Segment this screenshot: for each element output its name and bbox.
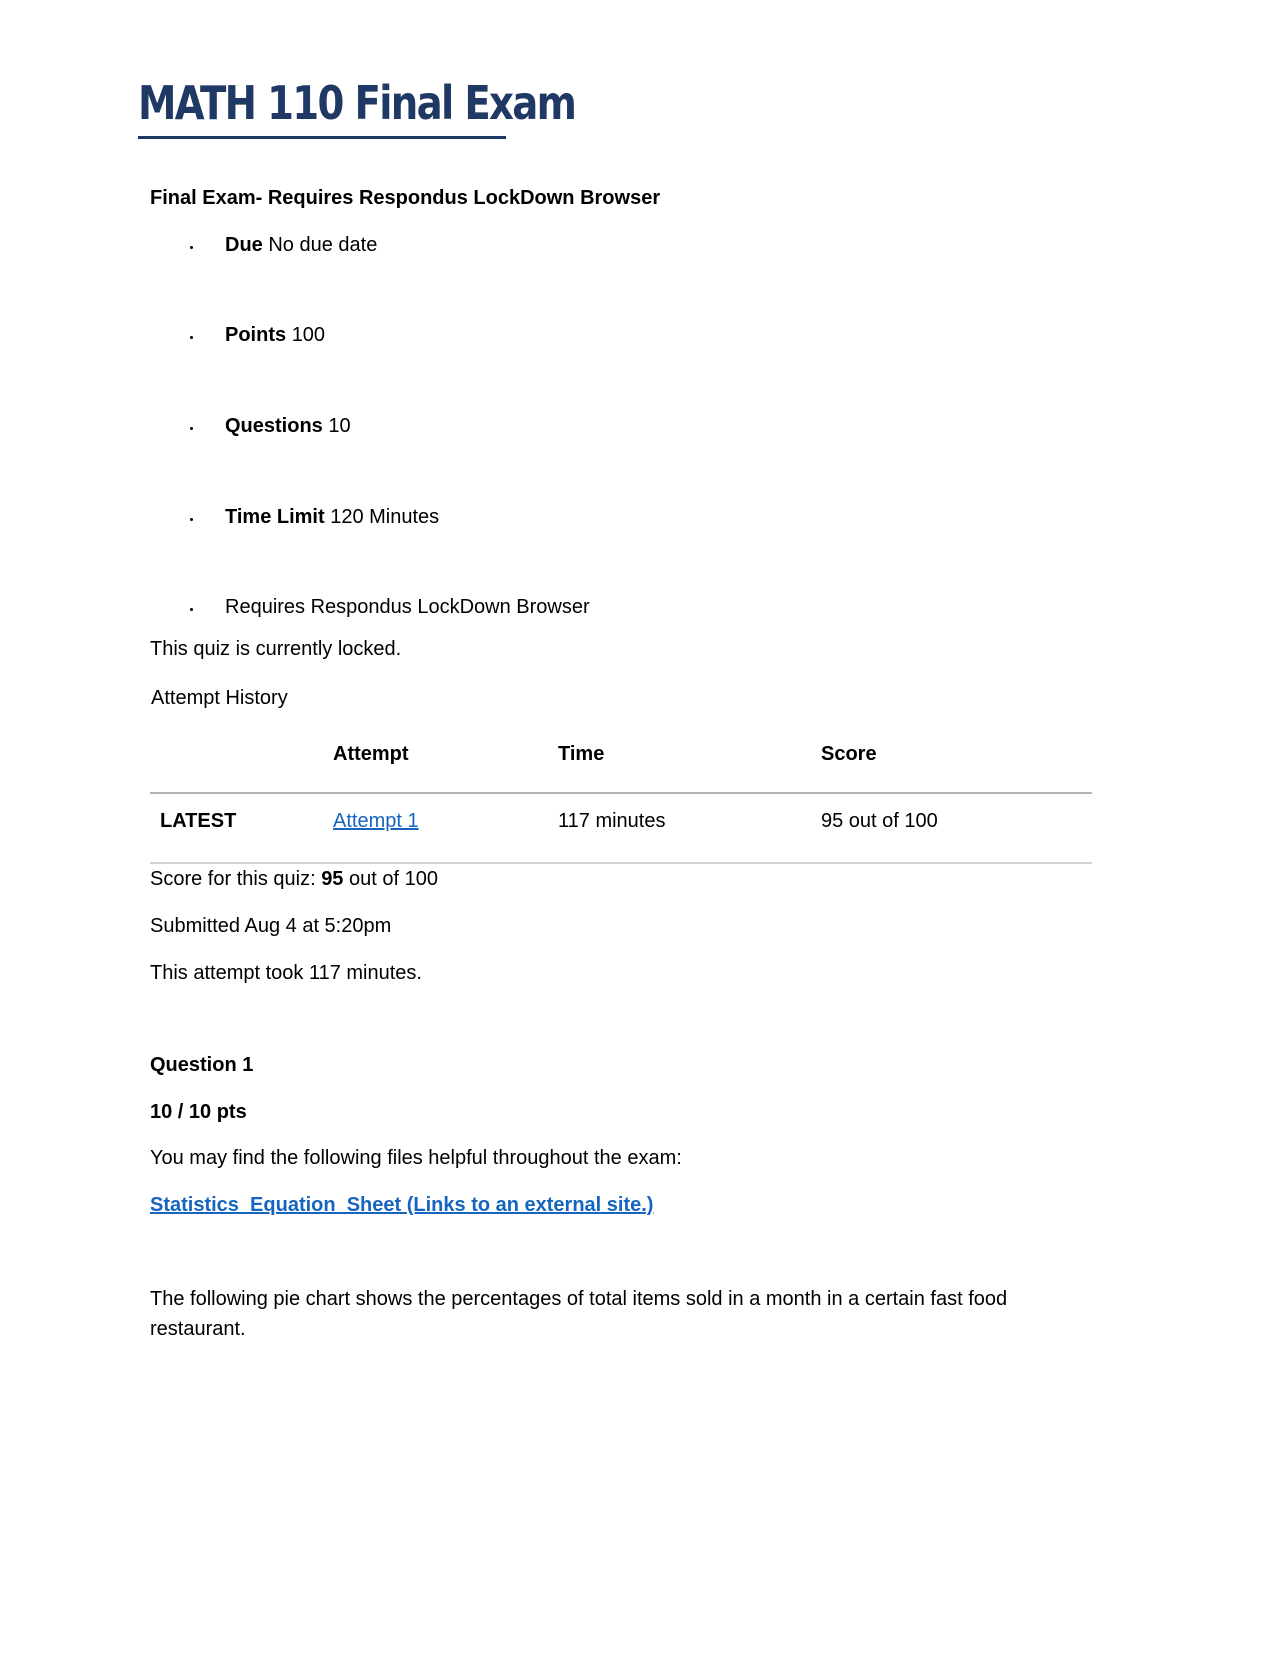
submitted-text: Submitted Aug 4 at 5:20pm [150, 915, 392, 937]
score-suffix: out of 100 [349, 868, 438, 890]
table-header-divider [150, 792, 1092, 794]
attempt-score: 95 out of 100 [821, 810, 938, 832]
attempt-time: 117 minutes [558, 810, 666, 832]
column-header-score: Score [821, 743, 877, 765]
score-prefix: Score for this quiz: [150, 868, 316, 890]
question-intro: You may find the following files helpful throughout the exam: [150, 1147, 682, 1169]
question-title: Question 1 [150, 1054, 254, 1076]
detail-value: 100 [291, 324, 326, 346]
score-value: 95 [321, 868, 344, 890]
bullet-icon [190, 336, 193, 339]
title-underline [138, 136, 506, 139]
column-header-time: Time [558, 743, 605, 765]
bullet-icon [190, 608, 193, 611]
latest-badge: LATEST [160, 810, 237, 832]
detail-label: Points [225, 324, 287, 346]
detail-value: 10 [328, 415, 351, 437]
quiz-heading: Final Exam- Requires Respondus LockDown Browser [150, 187, 661, 209]
question-points: 10 / 10 pts [150, 1101, 247, 1123]
table-bottom-divider [150, 862, 1092, 864]
quiz-score-line [150, 867, 438, 891]
attempt-history-heading: Attempt History [151, 687, 288, 709]
detail-value: Requires Respondus LockDown Browser [225, 596, 590, 618]
detail-label: Questions [225, 415, 323, 437]
question-body-line-2: restaurant. [150, 1318, 246, 1340]
detail-label: Due [225, 234, 263, 256]
bullet-icon [190, 427, 193, 430]
attempt-1-link[interactable]: Attempt 1 [333, 810, 419, 832]
column-header-attempt: Attempt [333, 743, 409, 765]
detail-value: 120 Minutes [330, 506, 440, 528]
detail-label: Time Limit [225, 506, 325, 528]
question-body-line-1: The following pie chart shows the percentages of total items sold in a month in a certain fast food [150, 1288, 1008, 1310]
page-title: MATH 110 Final Exam [138, 76, 576, 130]
bullet-icon [190, 518, 193, 521]
bullet-icon [190, 246, 193, 249]
locked-notice: This quiz is currently locked. [150, 638, 402, 660]
equation-sheet-link[interactable]: Statistics_Equation_Sheet (Links to an external site.) [150, 1194, 654, 1216]
attempt-duration-text: This attempt took 117 minutes. [150, 962, 422, 984]
detail-value: No due date [268, 234, 378, 256]
